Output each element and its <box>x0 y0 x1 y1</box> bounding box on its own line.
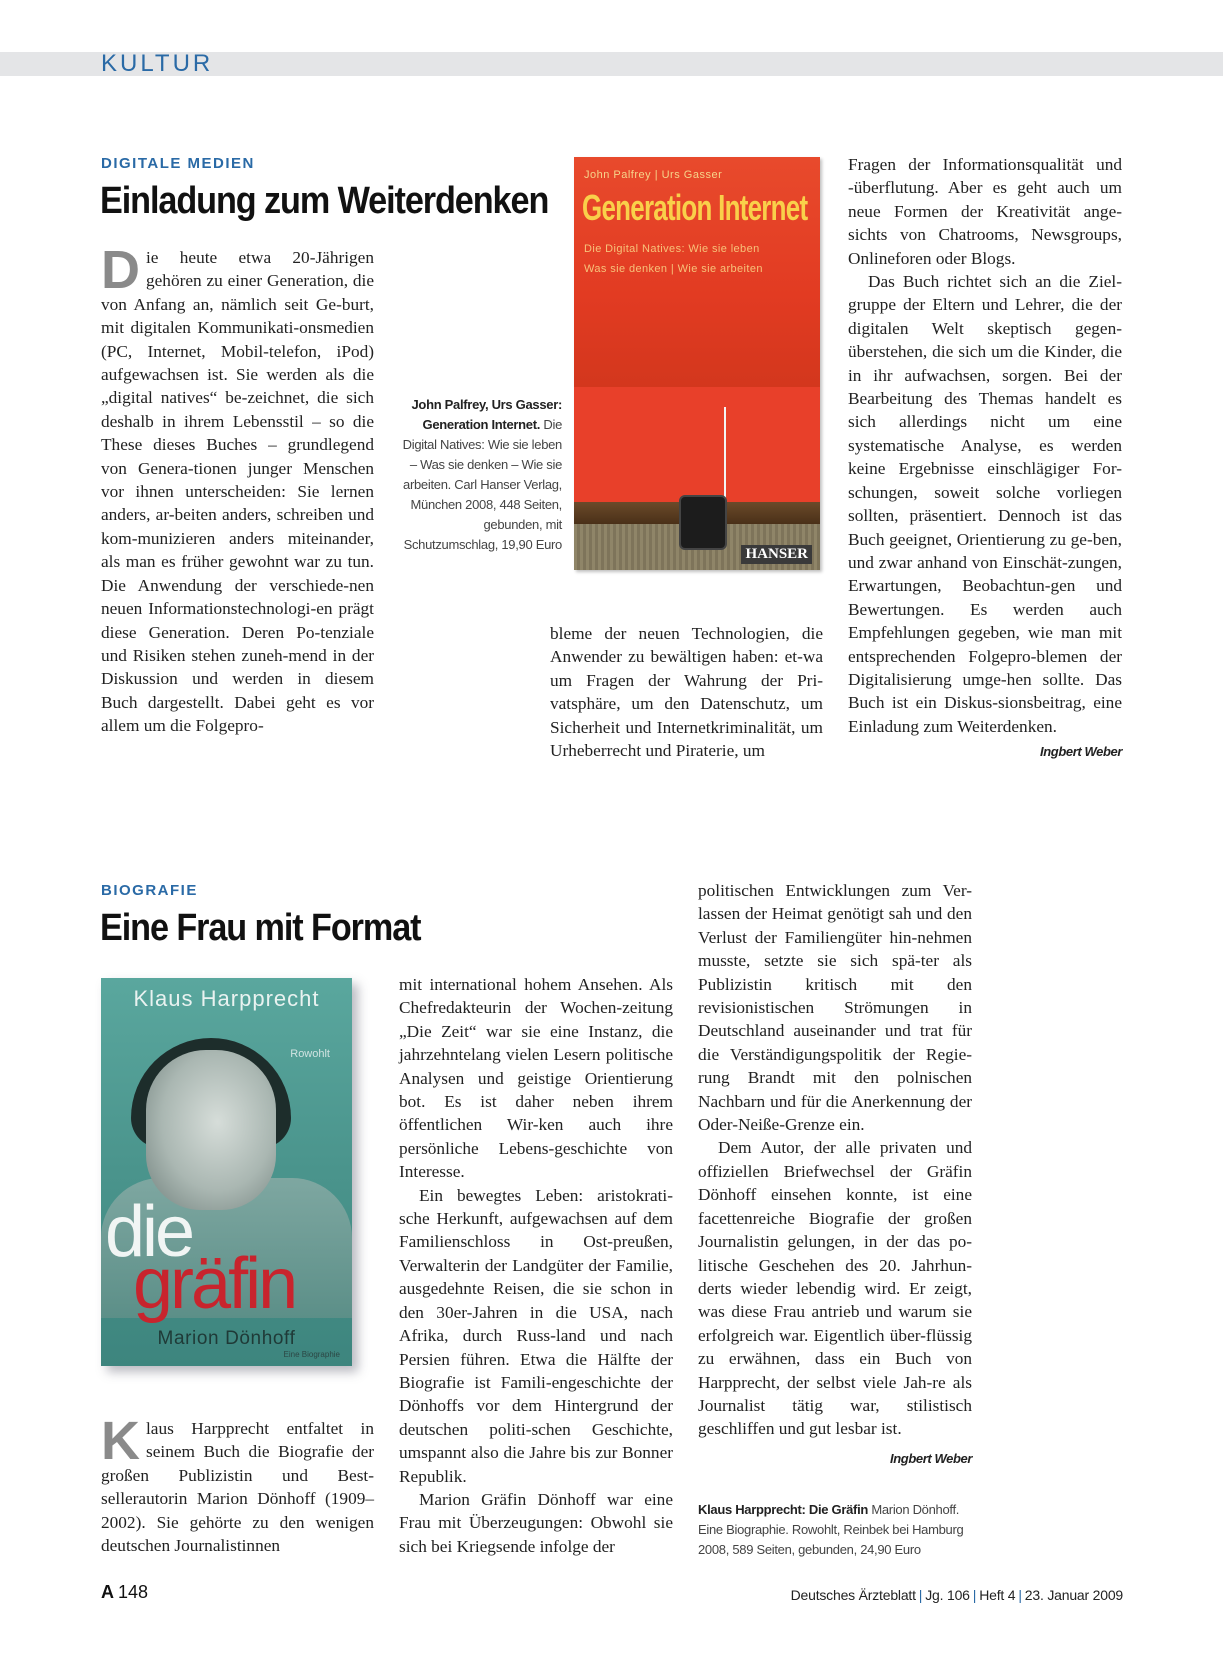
book-cover-die-graefin <box>101 978 352 1366</box>
page-prefix: A <box>101 1582 114 1602</box>
article2-col2-para-2: Ein bewegtes Leben: aristokrati-sche Herkunft, aufgewachsen auf dem Familienschloss in Ost-preußen, Verwalterin der Landgüter der Familie, ausgedehnte Reisen, die sie schon in den 30er-Jahren in die USA, nach Afrika, durch Russ-land und nach Persien führen. Etwa die Hälfte der Biografie ist Famili-engeschichte der Dönhoffs vor dem Hintergrund der deutschen politi-schen Geschichte, umspannt also die Jahre bis zur Bonner Republik. <box>399 1185 673 1486</box>
cover-subtitle-line-2: Was sie denken | Wie sie arbeiten <box>584 263 763 275</box>
article2-column-3 <box>698 879 972 1470</box>
phone-in-pocket-icon <box>679 495 727 550</box>
journal-name: Deutsches Ärzteblatt <box>790 1587 916 1603</box>
page-number <box>101 1582 148 1603</box>
article1-caption-title: John Palfrey, Urs Gasser: Generation Internet. <box>411 397 562 432</box>
article2-col2-para-1: mit international hohem Ansehen. Als Chefredakteurin der Wochen-zeitung „Die Zeit“ war sie eine Instanz, die jahrzehntelang vielen Lesern politische Analysen und geistige Orientierung bot. Es ist daher neben ihrem öffentlichen Wir-ken auch ihre persönliche Lebens-geschichte von Interesse. <box>399 975 673 1182</box>
cover-subtitle-line-1: Die Digital Natives: Wie sie leben <box>584 243 760 255</box>
cover-author: Klaus Harpprecht <box>133 986 320 1011</box>
journal-volume: Jg. 106 <box>925 1587 970 1603</box>
article2-col1-text: laus Harpprecht entfaltet in seinem Buch die Biografie der großen Publizistin und Best-sellerautorin Marion Dönhoff (1909–2002). Sie gehörte zu den wenigen deutschen Journalistinnen <box>101 1419 374 1556</box>
article1-col2-text: bleme der neuen Technologien, die Anwender zu bewältigen haben: et-wa um Fragen der Wahrung der Pri-vatsphäre, um den Datenschutz, um Sicherheit und Internetkriminalität, um Urheberrecht und Piraterie, um <box>550 624 823 761</box>
article2-signature: Ingbert Weber <box>890 1450 972 1466</box>
cover-subtitle <box>584 239 763 279</box>
article2-caption-details: Marion Dönhoff. Eine Biographie. Rowohlt, Reinbek bei Hamburg 2008, 589 Seiten, gebunden, 24,90 Euro <box>698 1502 964 1557</box>
cover-subtitle: Eine Biographie <box>283 1350 340 1359</box>
journal-issue: Heft 4 <box>979 1587 1016 1603</box>
section-label: KULTUR <box>101 50 214 77</box>
article2-caption <box>698 1500 978 1560</box>
cover-title-line-1: die <box>105 1192 193 1272</box>
article1-dropcap: D <box>101 240 140 300</box>
cover-authors: John Palfrey | Urs Gasser <box>584 169 723 181</box>
earphone-cable <box>724 407 726 507</box>
article1-col1-text: ie heute etwa 20-Jährigen gehören zu einer Generation, die von Anfang an, nämlich seit Ge-burt, mit digitalen Kommunikati-onsmedien (PC, Internet, Mobil-telefon, iPod) aufgewachsen ist. Sie werden als die „digital natives“ be-zeichnet, die sich deshalb in ihrem Lebensstil – so die These dieses Buches – grundlegend von Genera-tionen junger Menschen vor ihnen unterscheiden: Sie lernen anders, ar-beiten anders, schreiben und kom-munizieren anders miteinander, als man es früher gewohnt war zu tun. Die Anwendung der verschiede-nen neuen Informationstechnologi-en prägt diese Generation. Deren Po-tenziale und Risiken stehen zuneh-mend in der Diskussion und werden in diesem Buch dargestellt. Dabei geht es vor allem um die Folgepro- <box>101 248 374 736</box>
article2-kicker: BIOGRAFIE <box>101 882 198 899</box>
article1-headline: Einladung zum Weiterdenken <box>100 180 549 222</box>
article1-column-1 <box>101 240 374 738</box>
cover-publisher: HANSER <box>741 545 812 564</box>
article2-column-1 <box>101 1411 374 1557</box>
cover-title: Generation Internet <box>582 187 808 228</box>
article1-col3-para-1: Fragen der Informationsqualität und -überflutung. Aber es geht auch um neue Formen der Kreativität ange-sichts von Chatrooms, Newsgroups, Onlineforen oder Blogs. <box>848 155 1122 268</box>
cover-title-line-2: gräfin <box>133 1244 296 1324</box>
article1-column-2 <box>550 622 823 762</box>
article1-caption-details: Die Digital Natives: Wie sie leben – Was sie denken – Wie sie arbeiten. Carl Hanser Verlag, München 2008, 448 Seiten, gebunden, mit Schutzumschlag, 19,90 Euro <box>402 417 562 552</box>
journal-date: 23. Januar 2009 <box>1024 1587 1123 1603</box>
article2-col2-para-3: Marion Gräfin Dönhoff war eine Frau mit Überzeugungen: Obwohl sie sich bei Kriegsende infolge der <box>399 1489 673 1556</box>
article1-column-3 <box>848 153 1122 764</box>
article2-headline: Eine Frau mit Format <box>100 907 421 949</box>
article1-signature: Ingbert Weber <box>1040 744 1122 760</box>
cover-publisher-logo: Rowohlt <box>290 1048 330 1060</box>
cover-portrait-face <box>146 1050 276 1210</box>
article1-kicker: DIGITALE MEDIEN <box>101 155 255 172</box>
journal-info: Deutsches Ärzteblatt | Jg. 106 | Heft 4 | 23. Januar 2009 <box>790 1587 1123 1603</box>
article2-caption-title: Klaus Harpprecht: Die Gräfin <box>698 1502 869 1517</box>
article1-caption <box>397 395 562 555</box>
article2-col3-para-1: politischen Entwicklungen zum Ver-lassen der Heimat genötigt sah und den Verlust der Familiengüter hin-nehmen musste, setzte sie sich spä-ter als Publizistin kritisch mit den revisionistischen Strömungen in Deutschland auseinander und trat für die Verständigungspolitik der Regie-rung Brandt mit den polnischen Nachbarn und für die Anerkennung der Oder-Neiße-Grenze ein. <box>698 881 972 1135</box>
article1-col3-para-2: Das Buch richtet sich an die Ziel-gruppe der Eltern und Lehrer, die der digitalen Welt skeptisch gegen-überstehen, die sich um die Kinder, die in ihr aufwachsen, sorgen. Bei der Bearbeitung des Themas handelt es sich allerdings nicht um eine systematische Analyse, es werden keine Ergebnisse einschlägiger For-schungen, soweit solche vorliegen sollten, präsentiert. Dennoch ist das Buch geeignet, Orientierung zu ge-ben, und zwar anhand von Einschät-zungen, Erwartungen, Beobachtun-gen und Bewertungen. Es werden auch Empfehlungen gegeben, wie man mit entsprechenden Folgepro-blemen der Digitalisierung umge-hen sollte. Das Buch ist ein Diskus-sionsbeitrag, eine Einladung zum Weiterdenken. <box>848 272 1122 736</box>
article2-dropcap: K <box>101 1411 140 1471</box>
book-cover-generation-internet <box>574 157 820 570</box>
article2-column-2 <box>399 973 673 1558</box>
cover-subject-name: Marion Dönhoff <box>157 1328 296 1349</box>
page-number-value: 148 <box>118 1582 149 1602</box>
article2-col3-para-2: Dem Autor, der alle privaten und offiziellen Briefwechsel der Gräfin Dönhoff einsehen konnte, ist eine facettenreiche Biografie der großen Journalistin gelungen, in der das po-litische Geschehen des 20. Jahrhun-derts wieder lebendig wird. Er zeigt, was diese Frau antrieb und warum sie erfolgreich war. Eigentlich über-flüssig zu erwähnen, dass ein Buch von Harpprecht, der selbst viele Jah-re als Journalist tätig war, stilistisch geschliffen und gut lesbar ist. <box>698 1138 972 1439</box>
